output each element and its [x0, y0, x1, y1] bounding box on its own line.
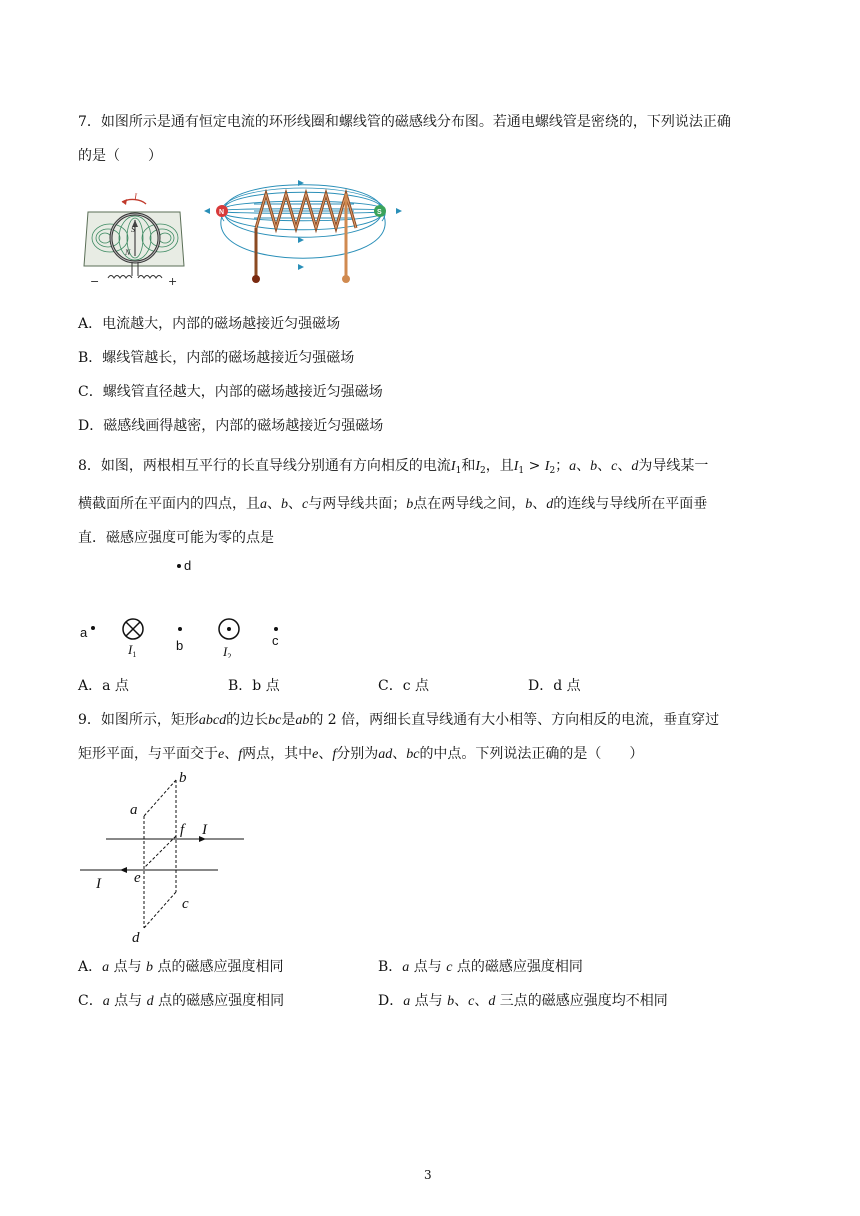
q7-option-a[interactable]: A．电流越大，内部的磁场越接近匀强磁场: [78, 316, 341, 332]
q8-stem-text: 横截面所在平面内的四点，且: [78, 496, 260, 512]
q9-var-e: e: [312, 747, 319, 762]
q7-option-c[interactable]: C．螺线管直径越大，内部的磁场越接近匀强磁场: [78, 384, 383, 400]
q8-point-var: c: [611, 459, 618, 474]
q9-var-f: f: [332, 747, 337, 762]
q8-point-var: c: [302, 497, 309, 512]
q9-fig-d-label: d: [132, 930, 140, 944]
q8-stem-text-3: ，且: [485, 458, 514, 474]
q8-pause-mark: 、: [288, 496, 302, 512]
parallel-wires-figure: [76, 554, 298, 658]
q9-pause-mark: 、: [392, 746, 407, 762]
q9-point-var: d: [488, 994, 496, 1009]
q8-stem-line2: [78, 494, 707, 515]
q9-stem-text: 的中点。下列说法正确的是（ ）: [419, 746, 644, 762]
rectangle-wires-figure: [76, 768, 252, 944]
q9-option-d-prefix: D．: [378, 993, 404, 1009]
q8-point-d-label: d: [184, 558, 192, 573]
ring-plus-sign: +: [168, 275, 178, 288]
q8-symbol-i: I: [475, 459, 480, 474]
q9-option-c[interactable]: [78, 991, 284, 1012]
q9-fig-f-label: f: [180, 822, 185, 838]
q8-stem-text-1: 8．如图，两根相互平行的长直导线分别通有方向相反的电流: [78, 458, 451, 474]
q8-stem-text: 与两导线共面；: [308, 496, 407, 512]
q8-point-var: a: [260, 497, 267, 512]
q9-point-var: b: [447, 994, 455, 1009]
q8-stem-line1: [78, 456, 708, 481]
q9-stem-line2: [78, 744, 643, 765]
q9-pause-mark: 、: [474, 993, 489, 1009]
q9-option-text: 点的磁感应强度相同: [452, 959, 583, 975]
q9-fig-top-current-label: I: [202, 822, 207, 838]
q9-stem-text: 的边长: [226, 712, 269, 728]
q9-option-text: 点与: [109, 959, 147, 975]
ring-coil-figure: [80, 190, 190, 290]
q8-subscript: 1: [455, 466, 462, 476]
q8-pause-mark: 、: [617, 458, 632, 474]
q9-option-b[interactable]: [378, 957, 583, 978]
q9-var-e: e: [218, 747, 225, 762]
q8-point-var: d: [546, 497, 554, 512]
ring-s-label: S: [131, 225, 135, 234]
q9-var-bc: bc: [268, 713, 282, 728]
q9-option-text: 点与: [409, 959, 447, 975]
q8-point-var: a: [569, 459, 577, 474]
q9-var-ad: ad: [378, 747, 393, 762]
solenoid-figure: [194, 178, 412, 290]
q9-option-text: 三点的磁感应强度均不相同: [495, 993, 668, 1009]
q8-stem-text: 点在两导线之间，: [413, 496, 526, 512]
page-number: 3: [424, 1168, 432, 1182]
q9-stem-text: 的 2 倍，两细长直导线通有大小相等、方向相反的电流，垂直穿过: [309, 712, 720, 728]
q8-pause-mark: 、: [597, 458, 612, 474]
q8-point-var: b: [281, 497, 288, 512]
q9-point-var: a: [402, 960, 410, 975]
q8-point-a-label: a: [80, 625, 88, 640]
q9-point-var: c: [446, 960, 453, 975]
q8-point-c-label: c: [272, 633, 279, 648]
q8-pause-mark: 、: [532, 496, 547, 512]
q9-point-var: b: [146, 960, 154, 975]
q8-symbol-i: I: [513, 459, 519, 474]
q8-pause-mark: 、: [576, 458, 591, 474]
q9-point-var: a: [102, 994, 110, 1009]
ring-n-label: N: [125, 248, 131, 257]
q9-stem-text: 两点，其中: [242, 746, 313, 762]
q8-current-i2-label: $I_2$: [223, 644, 232, 658]
solenoid-n-pole-label: N: [219, 209, 225, 216]
q8-point-var: d: [631, 459, 639, 474]
q8-subscript: 2: [479, 466, 486, 476]
q8-symbol-i: I: [450, 459, 456, 474]
solenoid-s-pole-label: S: [377, 209, 382, 216]
q7-option-d[interactable]: D．磁感线画得越密，内部的磁场越接近匀强磁场: [78, 418, 384, 434]
q8-point-var: b: [406, 497, 414, 512]
q7-stem-line1: 7．如图所示是通有恒定电流的环形线圈和螺线管的磁感线分布图。若通电螺线管是密绕的，下列说法正确: [78, 114, 731, 130]
q9-pause-mark: 、: [454, 993, 469, 1009]
q9-fig-c-label: c: [182, 896, 189, 912]
q9-pause-mark: 、: [318, 746, 333, 762]
q7-stem-line2: 的是（ ）: [78, 148, 162, 164]
q8-stem-line3: 直．磁感应强度可能为零的点是: [78, 530, 274, 546]
q9-option-c-prefix: C．: [78, 993, 103, 1009]
q8-option-a[interactable]: A．a 点: [78, 678, 129, 694]
q8-stem-text-4: ；: [555, 458, 570, 474]
q9-var-ab: ab: [295, 713, 310, 728]
q8-option-b[interactable]: B．b 点: [228, 678, 280, 694]
q9-point-var: a: [102, 960, 110, 975]
q9-fig-a-label: a: [130, 802, 138, 818]
ring-minus-sign: −: [90, 275, 100, 288]
q9-var-bc: bc: [406, 747, 420, 762]
q8-stem-text-5: 为导线某一: [638, 458, 709, 474]
q8-pause-mark: 、: [267, 496, 281, 512]
q9-var-f: f: [238, 747, 243, 762]
q9-option-text: 点与: [109, 993, 147, 1009]
q9-stem-line1: [78, 710, 719, 731]
q9-stem-text: 矩形平面，与平面交于: [78, 746, 218, 762]
q9-stem-text: 是: [281, 712, 296, 728]
q8-stem-text: 的连线与导线所在平面垂: [553, 496, 708, 512]
q8-subscript: 2: [549, 466, 556, 476]
q9-option-a-prefix: A．: [78, 959, 103, 975]
q9-pause-mark: 、: [224, 746, 239, 762]
q9-fig-bottom-current-label: I: [96, 876, 101, 892]
q9-fig-b-label: b: [179, 770, 187, 786]
q8-symbol-i: I: [544, 459, 550, 474]
q8-point-var: b: [590, 459, 598, 474]
q9-option-a[interactable]: [78, 957, 283, 978]
q9-point-var: c: [468, 994, 475, 1009]
q9-option-text: 点与: [410, 993, 448, 1009]
ring-current-label: I: [134, 192, 137, 202]
q8-stem-text-2: 和: [461, 458, 476, 474]
q9-stem-text: 9．如图所示，矩形: [78, 712, 199, 728]
q9-fig-e-label: e: [134, 870, 141, 886]
q9-option-d[interactable]: [378, 991, 668, 1012]
q9-stem-text: 分别为: [336, 746, 379, 762]
q9-option-text: 点的磁感应强度相同: [153, 959, 284, 975]
q8-point-var: b: [525, 497, 533, 512]
q9-option-text: 点的磁感应强度相同: [153, 993, 285, 1009]
q8-option-d[interactable]: D．d 点: [528, 678, 581, 694]
q7-option-b[interactable]: B．螺线管越长，内部的磁场越接近匀强磁场: [78, 350, 355, 366]
q9-option-b-prefix: B．: [378, 959, 403, 975]
q8-point-b-label: b: [176, 638, 184, 653]
q8-option-c[interactable]: C．c 点: [378, 678, 430, 694]
q8-current-i1-label: $I_1$: [128, 642, 137, 658]
q8-subscript: 1: [518, 466, 525, 476]
q9-point-var: a: [403, 994, 411, 1009]
q8-greater-than: >: [524, 458, 545, 474]
q9-point-var: d: [146, 994, 154, 1009]
q9-var-abcd: abcd: [198, 713, 227, 728]
